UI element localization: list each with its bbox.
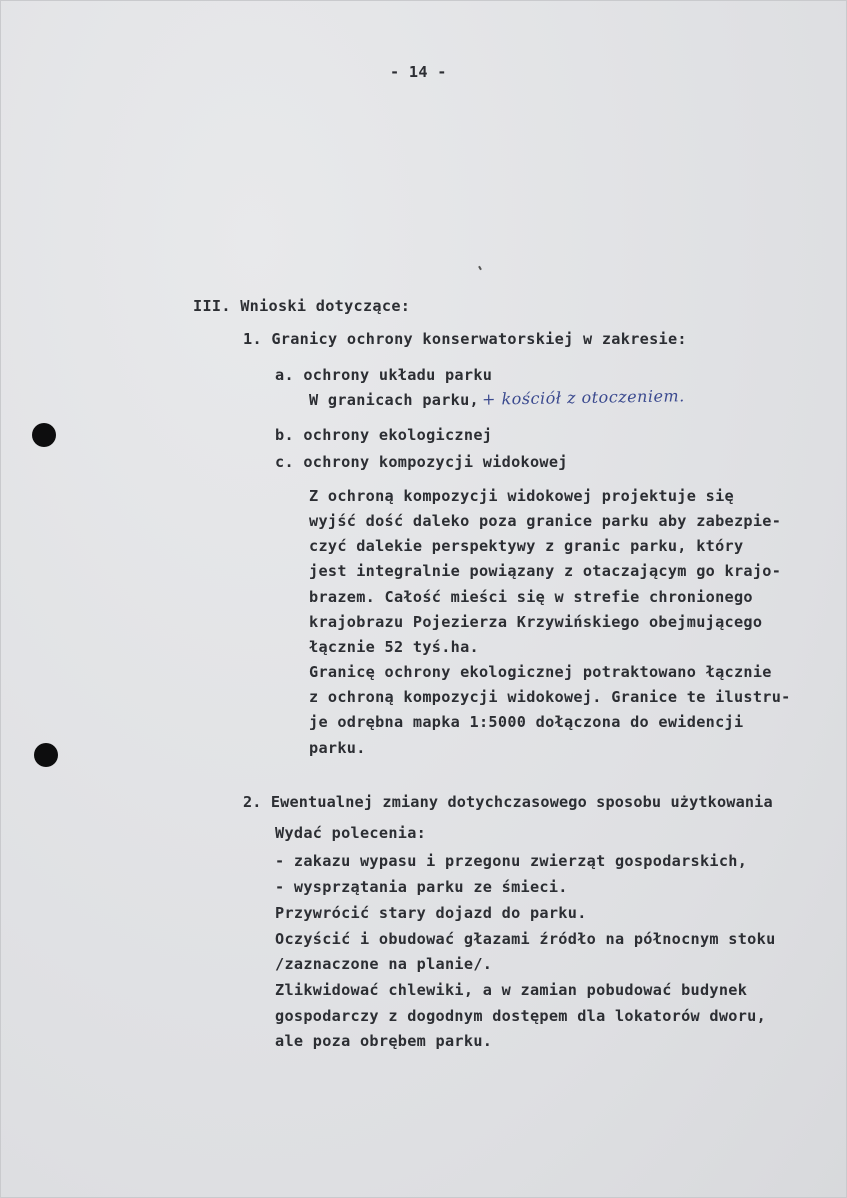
paragraph-line: z ochroną kompozycji widokowej. Granice te ilustru-: [309, 688, 791, 706]
body-line: Wydać polecenia:: [275, 824, 427, 842]
paragraph-line: wyjść dość daleko poza granice parku aby zabezpie-: [309, 512, 782, 530]
body-line: /zaznaczone na planie/.: [275, 955, 493, 973]
paragraph-line: brazem. Całość mieści się w strefie chronionego: [309, 588, 753, 606]
punch-hole-bottom: [34, 743, 58, 767]
paragraph-line: krajobrazu Pojezierza Krzywińskiego obejmującego: [309, 613, 763, 631]
paragraph-line: Granicę ochrony ekologicznej potraktowano łącznie: [309, 663, 772, 681]
item-2-title: 2. Ewentualnej zmiany dotychczasowego sposobu użytkowania: [243, 793, 773, 811]
paragraph-line: czyć dalekie perspektywy z granic parku, który: [309, 537, 744, 555]
body-line: gospodarczy z dogodnym dostępem dla lokatorów dworu,: [275, 1007, 767, 1025]
punch-hole-top: [32, 423, 56, 447]
body-line: - wysprzątania parku ze śmieci.: [275, 878, 568, 896]
body-line: Zlikwidować chlewiki, a w zamian pobudować budynek: [275, 981, 748, 999]
item-1a-label: a. ochrony układu parku: [275, 366, 493, 384]
paragraph-line: Z ochroną kompozycji widokowej projektuje się: [309, 487, 734, 505]
paragraph-line: parku.: [309, 739, 366, 757]
body-line: ale poza obrębem parku.: [275, 1032, 493, 1050]
ink-speck: [478, 266, 482, 270]
page-number: - 14 -: [390, 63, 447, 81]
item-1c-label: c. ochrony kompozycji widokowej: [275, 453, 568, 471]
paragraph-line: łącznie 52 tyś.ha.: [309, 638, 479, 656]
handwritten-annotation: + kościół z otoczeniem.: [481, 386, 685, 409]
item-1-title: 1. Granicy ochrony konserwatorskiej w zakresie:: [243, 330, 687, 348]
paragraph-line: je odrębna mapka 1:5000 dołączona do ewidencji: [309, 713, 744, 731]
paragraph-line: jest integralnie powiązany z otaczającym go krajo-: [309, 562, 782, 580]
body-line: Przywrócić stary dojazd do parku.: [275, 904, 587, 922]
body-line: - zakazu wypasu i przegonu zwierząt gospodarskich,: [275, 852, 748, 870]
section-heading: III. Wnioski dotyczące:: [193, 297, 411, 315]
body-line: Oczyścić i obudować głazami źródło na północnym stoku: [275, 930, 776, 948]
item-1a-text: W granicach parku,: [309, 391, 479, 409]
item-1b-label: b. ochrony ekologicznej: [275, 426, 493, 444]
